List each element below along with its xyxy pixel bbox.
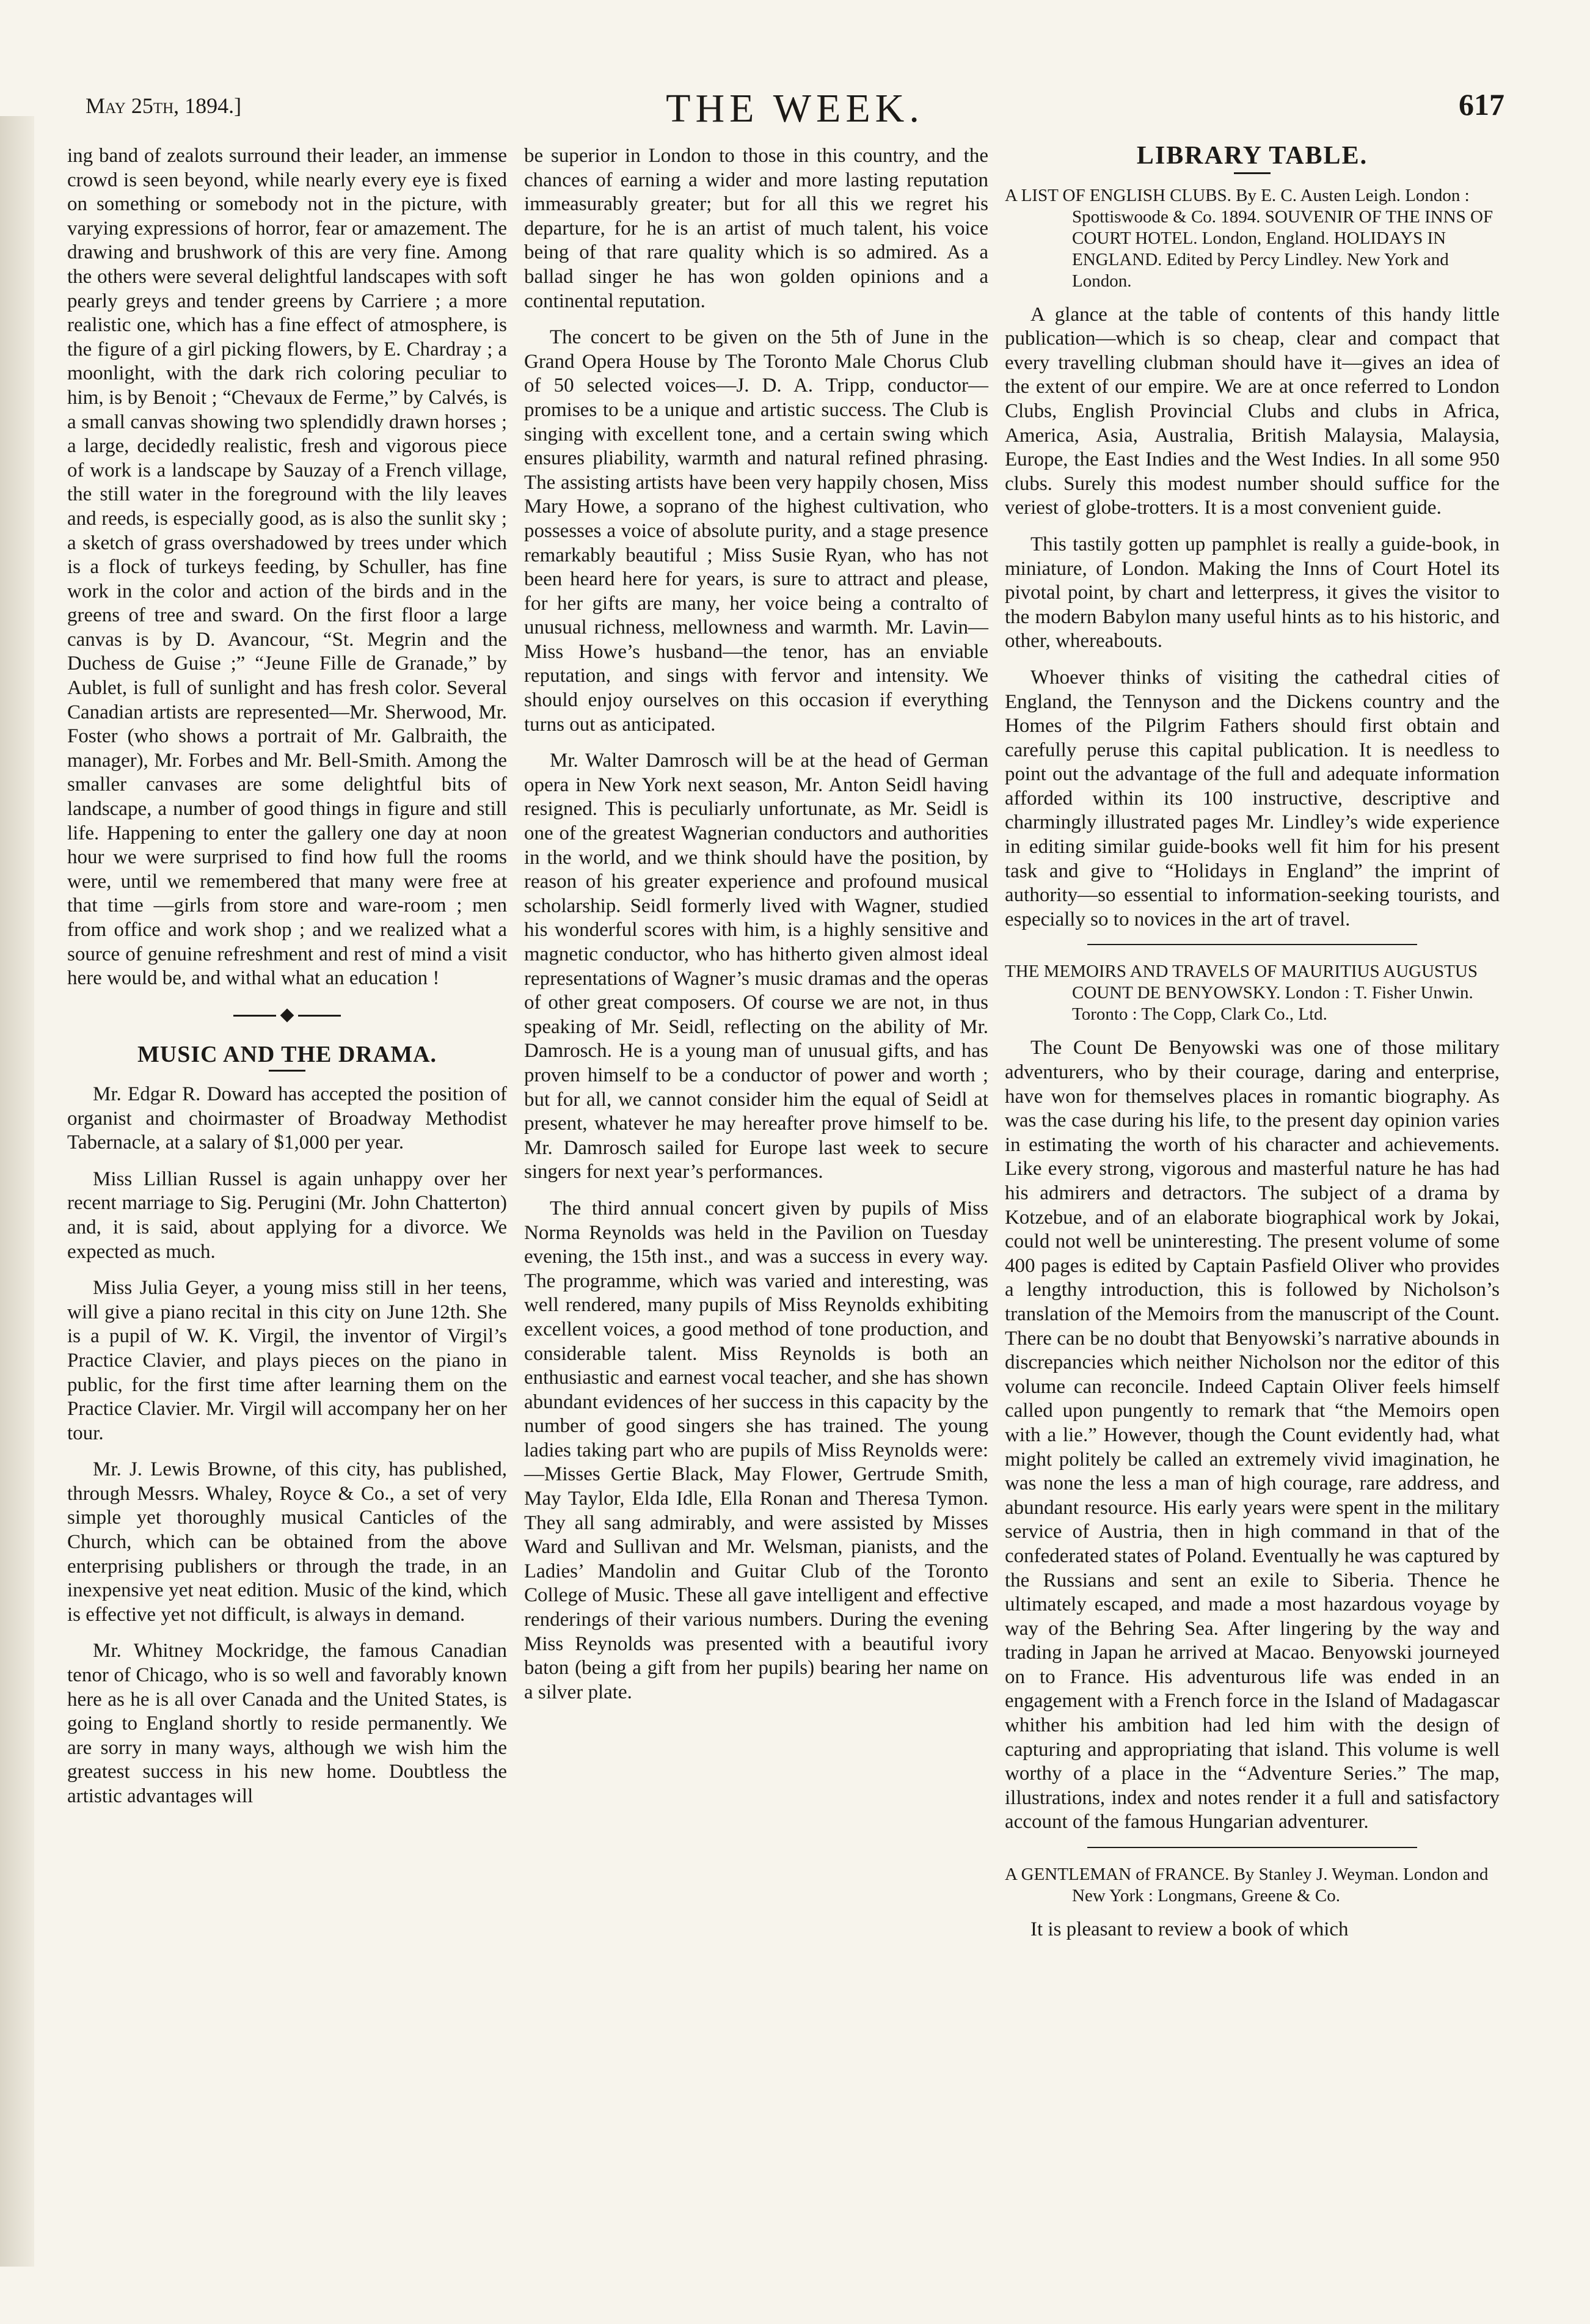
review-paragraph: This tastily gotten up pamphlet is really a guide-book, in miniature, of London. Making the Inns of Court Hotel its pivotal point, by chart and letterpress, it gives the visitor to the modern Babylon many useful hints as to his historic, and other, whereabouts. (1005, 533, 1500, 652)
music-paragraph: Miss Julia Geyer, a young miss still in her teens, will give a piano recital in this city on June 12th. She is a pupil of W. K. Virgil, the inventor of Virgil’s Practice Clavier, and plays pieces on the piano in public, for the first time after learning them on the Practice Clavier. Mr. Virgil will accompany her on her tour. (67, 1277, 507, 1444)
review-paragraph: A glance at the table of contents of this handy little publication—which is so cheap, clear and compact that every travelling clubman should have it—gives an idea of the extent of our empire. We are at once referred to London Clubs, English Provincial Clubs and clubs in Africa, America, Asia, Australia, British Malaysia, Malaysia, Europe, the East Indies and the West Indies. In all some 950 clubs. Surely this modest number should suffice for the veriest of globe-trotters. It is a most convenient guide. (1005, 303, 1500, 519)
music-paragraph: Mr. Walter Damrosch will be at the head of German opera in New York next season, Mr. Anton Seidl having resigned. This is peculiarly unfortunate, as Mr. Seidl is one of the greatest Wagnerian conductors and authorities in the world, and we think should have the position, by reason of his greater experience and profound musical scholarship. Seidl formerly lived with Wagner, studied his wonderful scores with him, is a highly sensitive and magnetic conductor, who has hitherto given almost ideal representations of Wagner’s music dramas and the operas of other great composers. Of course we are not, in thus speaking of Mr. Seidl, reflecting on the ability of Mr. Damrosch. He is a young man of unusual gifts, and has proven himself to be a conductor of power and worth ; but for all, we cannot consider him the equal of Seidl at present, whatever he may hereafter prove himself to be. Mr. Damrosch sailed for Europe last week to secure singers for next year’s performances. (524, 750, 988, 1183)
column-left (67, 144, 507, 1809)
music-paragraph: Mr. Edgar R. Doward has accepted the position of organist and choirmaster of Broadway Methodist Tabernacle, at a salary of $1,000 per year. (67, 1083, 507, 1154)
heading-rule (1234, 172, 1271, 174)
music-paragraph: Mr. J. Lewis Browne, of this city, has published, through Messrs. Whaley, Royce & Co., a set of very simple yet thoroughly musical Canticles of the Church, which can be obtained from the above enterprising publishers or through the trade, in an inexpensive yet neat edition. Music of the kind, which is effective yet not difficult, is always in demand. (67, 1458, 507, 1626)
page-header (0, 0, 1590, 141)
music-paragraph: be superior in London to those in this country, and the chances of earning a wider and more lasting reputation immeasurably greater; but for all this we regret his departure, for he is an artist of much talent, his voice being of that rare quality which is so admired. As a ballad singer he has won golden opinions and a continental reputation. (524, 145, 988, 312)
music-paragraph: The third annual concert given by pupils of Miss Norma Reynolds was held in the Pavilion on Tuesday evening, the 15th inst., and was a success in every way. The programme, which was varied and interesting, was well rendered, many pupils of Miss Reynolds exhibiting excellent voices, a good method of tone production, and considerable talent. Miss Reynolds is both an enthusiastic and earnest vocal teacher, and she has shown abundant evidences of her success in this capacity by the number of good singers she has trained. The young ladies taking part who are pupils of Miss Reynolds were:—Misses Gertie Black, May Flower, Gertrude Smith, May Taylor, Elda Idle, Ella Ronan and Theresa Tymon. They all sang admirably, and were assisted by Misses Ward and Sullivan and Mr. Welsman, pianists, and the Ladies’ Mandolin and Guitar Club of the Toronto College of Music. These all gave intelligent and effective renderings of their various numbers. During the evening Miss Reynolds was presented with a beautiful ivory baton (being a gift from her pupils) bearing her name on a silver plate. (524, 1197, 988, 1703)
review-paragraph: The Count De Benyowski was one of those military adventurers, who by their courage, daring and enterprise, have won for themselves places in romantic biography. As was the case during his life, to the present day opinion varies in estimating the worth of his character and achievements. Like every strong, vigorous and masterful nature he has had his admirers and detractors. The subject of a drama by Kotzebue, and of an elaborate biographical work by Jokai, could not well be uninteresting. The present volume of some 400 pages is edited by Captain Pasfield Oliver who provides a lengthy introduction, this is followed by Nicholson’s translation of the Memoirs from the manuscript of the Count. There can be no doubt that Benyowski’s narrative abounds in discrepancies which neither Nicholson nor the editor of this volume can reconcile. Indeed Captain Oliver feels himself called upon pungently to remark that “the Memoirs open with a lie.” However, though the Count evidently had, what might politely be called an extremely vivid imagination, he was none the less a man of high courage, rare address, and abundant resource. His early years were spent in the military service of Austria, then in high command in that of the confederated states of Poland. Eventually he was captured by the Russians and sent an exile to Siberia. Thence he ultimately escaped, and made a most hazardous voyage by way of the Behring Sea. After lingering by the way and trading in Japan he arrived at Macao. Benyowski journeyed on to France. His adventurous life was ended in an engagement with a French force in the Island of Madagascar whither his ambition had led him with the design of capturing and appropriating that island. This volume is well worthy of a place in the “Adventure Series.” The map, illustrations, index and notes render it a full and satisfactory account of the famous Hungarian adventurer. (1005, 1037, 1500, 1833)
entry-separator (1087, 1847, 1417, 1848)
newspaper-title: THE WEEK. (666, 86, 924, 131)
section-ornament (67, 1003, 507, 1028)
music-paragraph: Miss Lillian Russel is again unhappy over her recent marriage to Sig. Perugini (Mr. John Chatterton) and, it is said, about applying for a divorce. We expected as much. (67, 1167, 507, 1263)
music-paragraph: Mr. Whitney Mockridge, the famous Canadian tenor of Chicago, who is so well and favorably known here as he is all over Canada and the United States, is going to England shortly to reside permanently. We are sorry in many ways, although we wish him the greatest success in his new home. Doubtless the artistic advantages will (67, 1640, 507, 1807)
issue-date: May 25th, 1894.] (86, 93, 242, 118)
review-paragraph: It is pleasant to review a book of which (1030, 1918, 1349, 1941)
music-paragraph: The concert to be given on the 5th of June in the Grand Opera House by The Toronto Male Chorus Club of 50 selected voices—J. D. A. Tripp, conductor—promises to be a unique and artistic success. The Club is singing with excellent tone, and a certain swing which ensures pliability, warmth and natural refined phrasing. The assisting artists have been very happily chosen, Miss Mary Howe, a soprano of the highest cultivation, who possesses a voice of absolute purity, and a stage presence remarkably beautiful ; Miss Susie Ryan, who has not been heard here for years, is sure to attract and please, for her gifts are many, her voice being a contralto of unusual richness, mellowness and warmth. Mr. Lavin—Miss Howe’s husband—the tenor, has an enviable reputation, and sings with fervor and intensity. We should enjoy ourselves on this occasion if everything turns out as anticipated. (524, 326, 988, 736)
page-number: 617 (1459, 87, 1504, 122)
book-entry-gentleman-of-france: A GENTLEMAN of FRANCE. By Stanley J. Weyman. London and New York : Longmans, Greene & Co. (1005, 1865, 1489, 1906)
book-entry-benyowsky: THE MEMOIRS AND TRAVELS OF MAURITIUS AUGUSTUS COUNT DE BENYOWSKY. London : T. Fisher Unwin. Toronto : The Copp, Clark Co., Ltd. (1005, 962, 1478, 1025)
book-entry-english-clubs: A LIST OF ENGLISH CLUBS. By E. C. Austen Leigh. London : Spottiswoode & Co. 1894. SOUVENIR OF THE INNS OF COURT HOTEL. London, England. HOLIDAYS IN ENGLAND. Edited by Percy Lindley. New York and London. (1005, 185, 1493, 291)
column-middle (524, 144, 988, 1705)
library-table-heading: LIBRARY TABLE. (1136, 142, 1368, 170)
heading-rule (269, 1070, 305, 1072)
column-right (1005, 144, 1500, 1942)
music-drama-heading: MUSIC AND THE DRAMA. (137, 1042, 437, 1068)
review-paragraph: Whoever thinks of visiting the cathedral cities of England, the Tennyson and the Dickens country and the Homes of the Pilgrim Fathers should first obtain and carefully peruse this capital publication. It is needless to point out the advantage of the full and adequate information afforded within its 100 instructive, descriptive and charmingly illustrated pages Mr. Lindley’s wide experience in editing similar guide-books well fit him for his present task and give to “Holidays in England” the imprint of authority—so essential to information-seeking tourists, and especially so to novices in the art of travel. (1005, 666, 1500, 930)
art-review-paragraph: ing band of zealots surround their leader, an immense crowd is seen beyond, while nearly every eye is fixed on something or somebody not in the picture, with varying expressions of horror, fear or amazement. The drawing and brushwork of this are very fine. Among the others were several delightful landscapes with soft pearly greys and tender greens by Carriere ; a more realistic one, which has a fine effect of atmosphere, is the figure of a girl picking flowers, by E. Chardray ; a moonlight, with the dark rich coloring peculiar to him, is by Benoit ; “Chevaux de Ferme,” by Calvés, is a small canvas showing two splendidly drawn horses ; a large, decidedly realistic, fresh and vigorous piece of work is a landscape by Sauzay of a French village, the still water in the foreground with the lily leaves and reeds, is especially good, as is also the sunlit sky ; a sketch of grass overshadowed by trees under which is a flock of turkeys feeding, by Schuller, has fine work in the color and action of the birds and in the greens of tree and sward. On the first floor a large canvas is by D. Avancour, “St. Megrin and the Duchess de Guise ;” “Jeune Fille de Granade,” by Aublet, is full of sunlight and has fresh color. Several Canadian artists are represented—Mr. Sherwood, Mr. Foster (who shows a portrait of Mr. Galbraith, the manager), Mr. Forbes and Mr. Bell-Smith. Among the smaller canvases are some delightful bits of landscape, a number of good things in figure and still life. Happening to enter the gallery one day at noon hour we were surprised to find how full the rooms were, until we remembered that many were free at that time —girls from store and ware-room ; men from office and work shop ; and we realized what a source of genuine refreshment and rest of mind a visit here would be, and withal what an education ! (67, 145, 507, 990)
entry-separator (1087, 944, 1417, 945)
binding-margin (0, 116, 34, 2267)
